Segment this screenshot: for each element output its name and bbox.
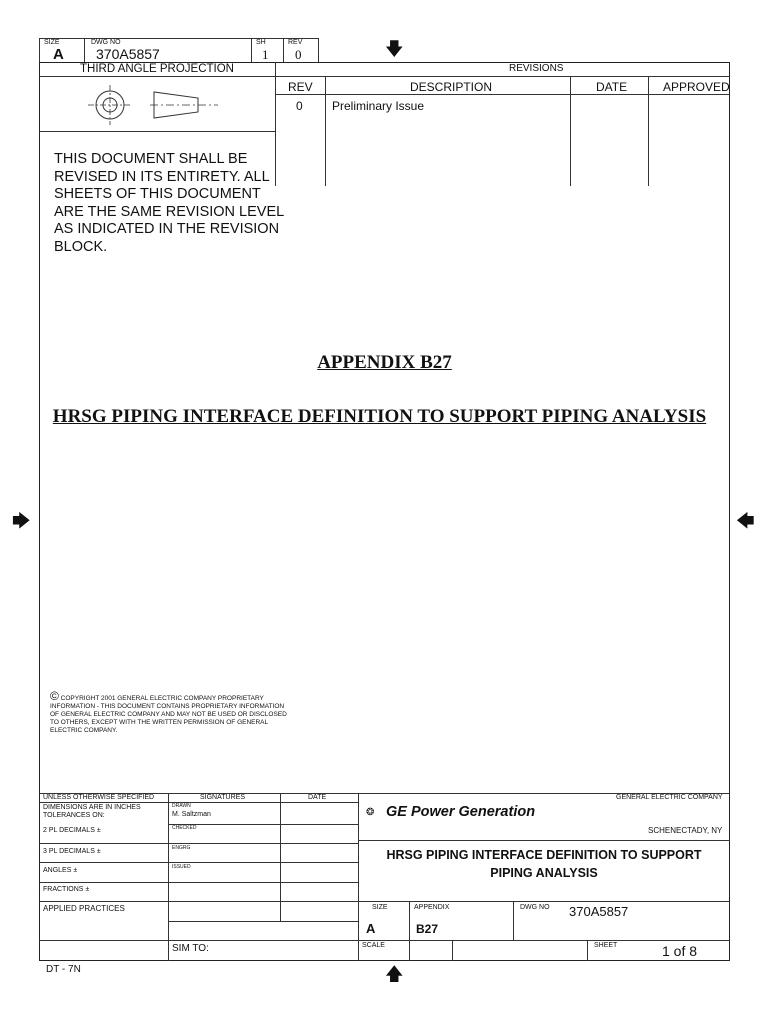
tb-drawn-name: M. Saltzman: [172, 811, 211, 818]
copyright-notice: [50, 689, 290, 735]
tb-dwgno-value: 370A5857: [569, 904, 629, 919]
tb-issued-label: ISSUED: [172, 864, 191, 870]
tb-tolerances: TOLERANCES ON:: [43, 812, 105, 819]
arrow-down-icon: 🡇: [385, 39, 404, 60]
projection-label: THIRD ANGLE PROJECTION: [80, 63, 234, 75]
header-size-label: SIZE: [44, 39, 60, 46]
tb-dec3: 3 PL DECIMALS ±: [43, 848, 101, 855]
ge-logo-icon: ❂: [366, 807, 375, 818]
revisions-col-rev: REV: [288, 80, 313, 94]
tb-dec2: 2 PL DECIMALS ±: [43, 827, 101, 834]
tb-applied: APPLIED PRACTICES: [43, 904, 125, 913]
tb-checked-label: CHECKED: [172, 825, 197, 831]
tb-title-line1: HRSG PIPING INTERFACE DEFINITION TO SUPPORT: [386, 848, 702, 862]
tb-engrg-label: ENGRG: [172, 845, 191, 851]
tb-dwgno-label: DWG NO: [520, 904, 550, 911]
projection-symbol-icon: [80, 84, 230, 126]
tb-appendix-value: B27: [416, 922, 439, 936]
tb-appendix-label: APPENDIX: [414, 904, 450, 911]
tb-sheet-label: SHEET: [594, 942, 618, 949]
tb-location: SCHENECTADY, NY: [648, 826, 723, 835]
document-title: HRSG PIPING INTERFACE DEFINITION TO SUPPORT PIPING ANALYSIS: [52, 406, 707, 427]
tb-company-small: GENERAL ELECTRIC COMPANY: [616, 794, 723, 801]
copyright-symbol: ©: [50, 689, 59, 703]
revisions-title: REVISIONS: [509, 63, 564, 74]
header-sh-label: SH: [256, 39, 266, 46]
appendix-title: APPENDIX B27: [317, 352, 452, 373]
tb-signatures: SIGNATURES: [200, 794, 245, 801]
header-rev-value: 0: [295, 47, 302, 62]
tb-drawn-label: DRAWN: [172, 803, 191, 809]
tb-unless: UNLESS OTHERWISE SPECIFIED: [43, 794, 155, 801]
form-number: DT - 7N: [46, 964, 81, 975]
tb-simto: SIM TO:: [172, 943, 209, 954]
header-rev-label: REV: [288, 39, 303, 46]
header-dwgno-label: DWG NO: [91, 39, 121, 46]
copyright-text: COPYRIGHT 2001 GENERAL ELECTRIC COMPANY PROPRIETARY INFORMATION - THIS DOCUMENT CONTAINS PROPRIETARY INFORMATION OF GENERAL ELECTRIC COMPANY AND MAY NOT BE USED OR DISCLOSED TO OTHERS, EXCEPT WITH THE WRITTEN PERMISSION OF GENERAL ELECTRIC COMPANY.: [50, 695, 287, 734]
header-sh-value: 1: [262, 47, 269, 62]
revision-notice: THIS DOCUMENT SHALL BE REVISED IN ITS ENTIRETY. ALL SHEETS OF THIS DOCUMENT ARE THE SAME REVISION LEVEL AS INDICATED IN THE REVISION BLOCK.: [54, 151, 284, 255]
tb-sheet-value: 1 of 8: [662, 943, 698, 959]
arrow-right-icon: 🡆: [12, 511, 31, 532]
revisions-col-description: DESCRIPTION: [410, 80, 493, 94]
revisions-row-rev: 0: [296, 99, 303, 113]
tb-size-label: SIZE: [372, 904, 388, 911]
arrow-up-icon: 🡅: [385, 964, 404, 985]
tb-company-brand: GE Power Generation: [386, 804, 536, 820]
arrow-left-icon: 🡄: [736, 511, 755, 532]
header-size-value: A: [53, 46, 64, 63]
tb-fractions: FRACTIONS ±: [43, 886, 90, 893]
tb-size-value: A: [366, 921, 376, 936]
tb-title-line2: PIPING ANALYSIS: [490, 866, 598, 880]
tb-date: DATE: [308, 794, 327, 801]
tb-angles: ANGLES ±: [43, 867, 78, 874]
revisions-row-description: Preliminary Issue: [332, 99, 425, 113]
revisions-col-date: DATE: [596, 80, 628, 94]
tb-scale-label: SCALE: [362, 942, 385, 949]
tb-dims: DIMENSIONS ARE IN INCHES: [43, 804, 141, 811]
header-dwgno-value: 370A5857: [96, 46, 160, 62]
revisions-col-approved: APPROVED: [663, 80, 730, 94]
